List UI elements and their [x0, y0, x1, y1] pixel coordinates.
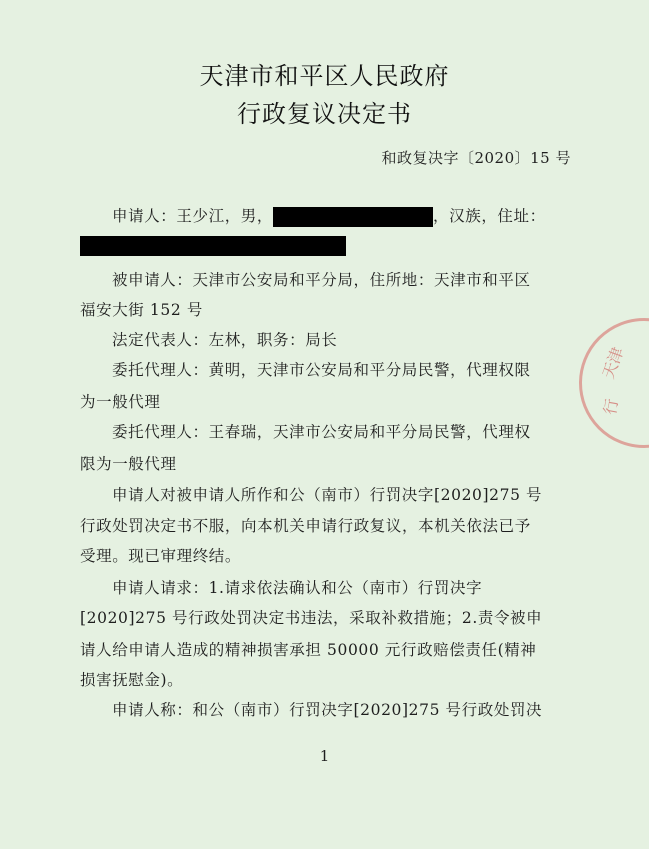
applicant-label: 申请人：王少江，男， [112, 207, 274, 225]
agent-1-cont: 为一般代理 [80, 393, 161, 411]
paragraph-line: 行政处罚决定书不服，向本机关申请行政复议，本机关依法已予 [80, 517, 531, 535]
address-line [80, 236, 346, 256]
redaction-box [273, 207, 433, 227]
seal-text: 天津 [598, 344, 628, 382]
claim-line: 申请人称：和公（南市）行罚决字[2020]275 号行政处罚决 [112, 701, 543, 719]
agent-2-line: 委托代理人：王春瑞，天津市公安局和平分局民警，代理权 [112, 423, 531, 441]
seal-text: 行 [600, 397, 622, 417]
request-line: 请人给申请人造成的精神损害承担 50000 元行政赔偿责任(精神 [80, 641, 537, 659]
request-line: 损害抚慰金)。 [80, 671, 184, 689]
paragraph-line: 申请人对被申请人所作和公（南市）行罚决字[2020]275 号 [112, 486, 543, 504]
agent-2-cont: 限为一般代理 [80, 455, 177, 473]
request-line: 申请人请求：1.请求依法确认和公（南市）行罚决字 [112, 579, 483, 597]
page-number: 1 [319, 747, 330, 765]
respondent-line: 被申请人：天津市公安局和平分局，住所地：天津市和平区 [112, 271, 531, 289]
official-seal [579, 318, 649, 448]
legal-representative: 法定代表人：左林，职务：局长 [112, 331, 338, 349]
applicant-line [112, 204, 546, 227]
respondent-address: 福安大街 152 号 [80, 301, 203, 319]
request-line: [2020]275 号行政处罚决定书违法，采取补救措施；2.责令被申 [80, 609, 543, 627]
document-number: 和政复决字〔2020〕15 号 [381, 149, 571, 167]
redaction-box [80, 236, 346, 256]
applicant-ethnicity: ，汉族，住址： [433, 207, 546, 225]
document-title-issuer: 天津市和平区人民政府 [199, 62, 450, 90]
paragraph-line: 受理。现已审理终结。 [80, 547, 242, 565]
document-title-type: 行政复议决定书 [237, 100, 412, 128]
agent-1-line: 委托代理人：黄明，天津市公安局和平分局民警，代理权限 [112, 361, 531, 379]
